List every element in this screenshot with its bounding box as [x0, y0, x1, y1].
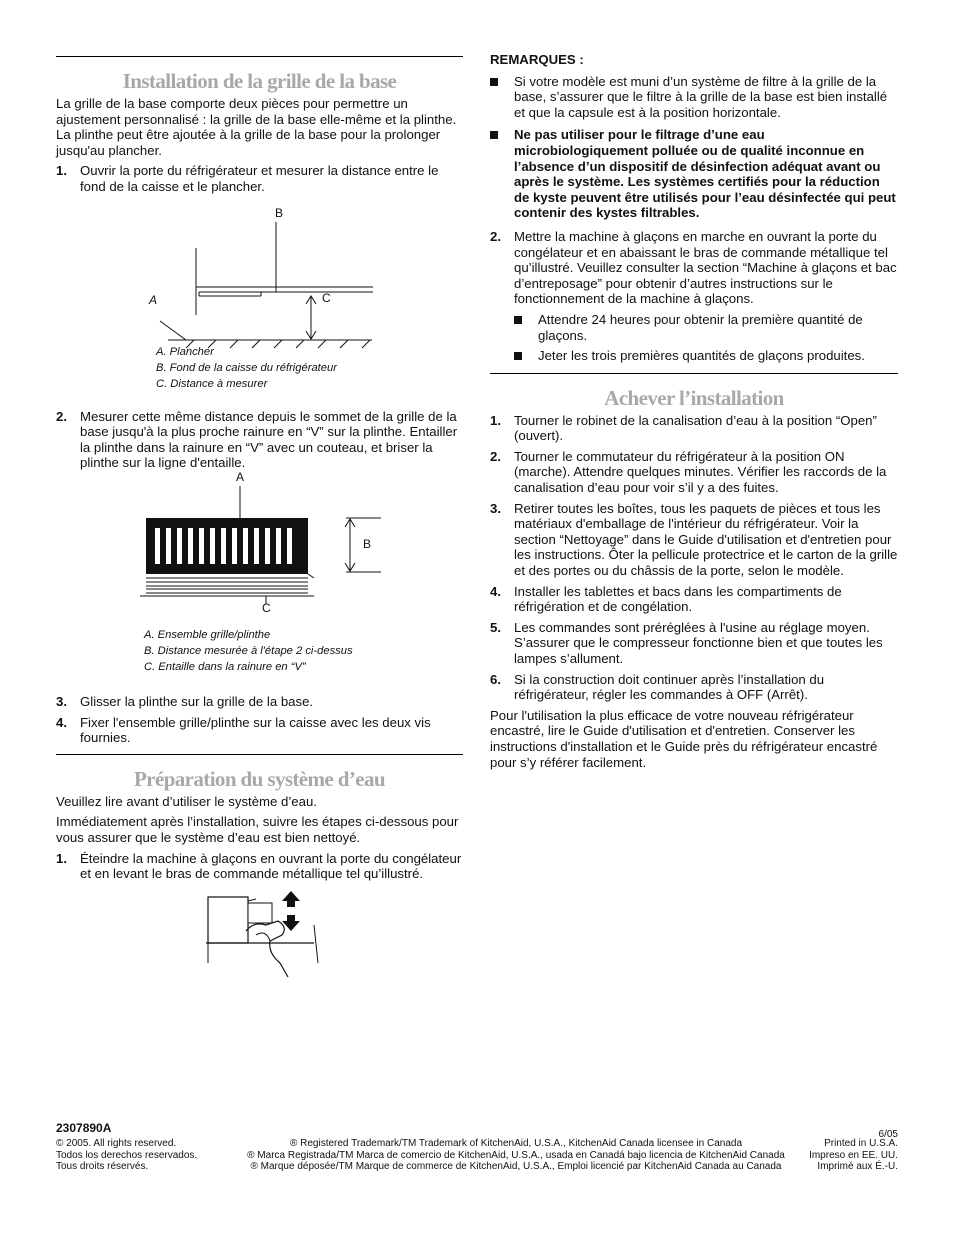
caption-a: A. Ensemble grille/plinthe	[144, 628, 271, 641]
figure-captions	[144, 627, 353, 675]
step-text: Fixer l'ensemble grille/plinthe sur la caisse avec les deux vis fournies.	[80, 714, 431, 746]
remarks-heading: REMARQUES :	[490, 52, 584, 67]
remark-bullet-filter	[490, 74, 898, 121]
footer-rights-line: Todos los derechos reservados.	[56, 1149, 198, 1161]
caption-b: B. Fond de la caisse du réfrigérateur	[156, 361, 337, 374]
complete-step-5	[490, 620, 898, 667]
sub-bullet-discard	[490, 348, 898, 364]
square-bullet-icon	[514, 352, 522, 360]
step-2	[56, 409, 463, 471]
ice-maker-illustration	[56, 891, 463, 991]
section-title-grille: Installation de la grille de la base	[122, 69, 397, 93]
complete-step-6	[490, 672, 898, 703]
step-number: 3.	[56, 693, 67, 709]
step-number: 1.	[490, 412, 501, 428]
footer-trademarks	[216, 1138, 816, 1173]
step-1	[56, 163, 463, 194]
footer-printed-line: Printed in U.S.A.	[824, 1138, 898, 1149]
bullet-text: Jeter les trois premières quantités de glaçons produites.	[538, 348, 865, 364]
square-bullet-icon	[514, 316, 522, 324]
footer-trademark-line: ® Marque déposée/TM Marque de commerce de KitchenAid, U.S.A., Emploi licencié par KitchenAid Canada au Canada	[250, 1161, 782, 1172]
section-title-water: Préparation du système d’eau	[134, 766, 385, 791]
step-4	[56, 715, 463, 746]
step-text: Mettre la machine à glaçons en marche en ouvrant la porte du congélateur et en abaissant le bras de commande métallique tel qu’illustré. Veuillez consulter la section “Machine à glaçons et bac d’entreposage” pour obtenir d’autres instructions sur le fonctionnement de la machine à glaçons.	[514, 228, 897, 307]
bullet-text: Ne pas utiliser pour le filtrage d’une eau microbiologiquement polluée ou de qualité inconnue en l’absence d’un dispositif de désinfection adéquat avant ou après le système. Les systèmes certifiés pour la réduction de kyste peuvent être utilisés pour l’eau désinfectée qui peut contenir des kystes filtrables.	[514, 127, 896, 221]
step-text: Mesurer cette même distance depuis le sommet de la grille de la base jusqu'à la plus proche rainure en “V” sur la plinthe. Entailler la plinthe dans la rainure en “V” avec un couteau, et briser la plinthe sur la ligne d'entaille.	[80, 408, 458, 471]
footer-trademark-line: ® Marca Registrada/TM Marca de comercio de KitchenAid, U.S.A., usada en Canadá bajo licencia de KitchenAid Canada	[247, 1149, 785, 1161]
section-title-complete: Achever l’installation	[604, 385, 784, 410]
section-divider	[490, 373, 898, 374]
step-text: Tourner le commutateur du réfrigérateur à la position ON (marche). Attendre quelques minutes. Vérifier les raccords de la canalisation d’eau pour voir s’il y a des fuites.	[514, 448, 887, 496]
label-b: B	[275, 205, 284, 220]
step-2-icemaker	[490, 229, 898, 307]
step-text: Si la construction doit continuer après l’installation du réfrigérateur, régler les commandes à OFF (Arrêt).	[514, 671, 825, 703]
footer-rights-line: © 2005. All rights reserved.	[56, 1138, 177, 1149]
footer-printed-line: Imprimé aux É.-U.	[817, 1161, 898, 1172]
complete-step-1	[490, 413, 898, 444]
section-divider	[56, 754, 463, 755]
step-number: 2.	[56, 408, 67, 424]
label-a: A	[236, 469, 245, 484]
footer-printed-line: Impreso en EE. UU.	[809, 1149, 898, 1161]
step-text: Glisser la plinthe sur la grille de la base.	[80, 693, 314, 709]
sub-bullet-wait	[490, 312, 898, 343]
caption-b: B. Distance mesurée à l'étape 2 ci-dessus	[144, 644, 353, 657]
step-text: Installer les tablettes et bacs dans les compartiments de réfrigération et de congélation.	[514, 583, 842, 615]
caption-a: A. Plancher	[156, 345, 214, 358]
step-3	[56, 694, 463, 710]
step-number: 4.	[490, 583, 501, 599]
label-c: C	[262, 600, 271, 615]
step-text: Les commandes sont préréglées à l'usine au réglage moyen. S’assurer que le compresseur fonctionne bien et que toutes les lampes s’allument.	[514, 619, 883, 666]
label-c: C	[322, 290, 331, 305]
square-bullet-icon	[490, 131, 498, 139]
document-code: 2307890A	[56, 1121, 112, 1135]
step-text: Retirer toutes les boîtes, tous les paquets de pièces et tous les matériaux d'emballage de l'intérieur du réfrigérateur. Voir la section “Nettoyage” dans le Guide d'utilisation et d'entretien pour les instructions. Ôter la pellicule protectrice et le carton de la grille et des portes ou du châssis de la porte, selon le modèle.	[514, 500, 898, 579]
bullet-text: Attendre 24 heures pour obtenir la première quantité de glaçons.	[538, 311, 863, 343]
paragraph-closing: Pour l'utilisation la plus efficace de votre nouveau réfrigérateur encastré, lire le Guide d'utilisation et d'entretien. Conserver les instructions d'installation et le Guide près du réfrigérateur encastré pour s’y référer facilement.	[490, 707, 878, 770]
figure-ice-maker	[56, 887, 463, 987]
left-column	[56, 52, 463, 987]
section-divider	[56, 56, 463, 57]
paragraph-read-first: Veuillez lire avant d’utiliser le système d’eau.	[56, 793, 317, 809]
footer-printed	[809, 1138, 898, 1173]
step-number: 2.	[490, 228, 501, 244]
step-number: 2.	[490, 448, 501, 464]
step-text: Ouvrir la porte du réfrigérateur et mesurer la distance entre le fond de la caisse et le plancher.	[80, 163, 439, 194]
caption-c: C. Entaille dans la rainure en “V”	[144, 660, 306, 673]
grille-plinth-diagram	[56, 476, 463, 636]
figure-floor-distance	[56, 200, 463, 405]
right-column	[490, 52, 898, 775]
step-text: Tourner le robinet de la canalisation d’eau à la position “Open” (ouvert).	[514, 412, 877, 444]
paragraph-after-install: Immédiatement après l’installation, suivre les étapes ci-dessous pour vous assurer que le système d’eau est bien nettoyé.	[56, 814, 459, 845]
label-b: B	[363, 536, 372, 551]
step-number: 3.	[490, 500, 501, 516]
complete-step-3	[490, 501, 898, 579]
step-number: 4.	[56, 714, 67, 730]
footer-rights	[56, 1138, 197, 1173]
complete-step-2	[490, 449, 898, 496]
step-text: Éteindre la machine à glaçons en ouvrant la porte du congélateur et en levant le bras de commande métallique tel qu’illustré.	[80, 850, 462, 882]
paragraph-intro: La grille de la base comporte deux pièces pour permettre un ajustement personnalisé : la grille de la base elle-même et la plinthe. La plinthe peut être ajoutée à la grille de la base pour la prolonger jusqu'au plancher.	[56, 96, 457, 158]
step-number: 6.	[490, 671, 501, 687]
footer-rights-line: Tous droits réservés.	[56, 1161, 149, 1172]
step-number: 1.	[56, 163, 67, 179]
floor-distance-diagram	[56, 200, 463, 360]
footer-trademark-line: ® Registered Trademark/TM Trademark of KitchenAid, U.S.A., KitchenAid Canada licensee in Canada	[289, 1138, 743, 1149]
complete-step-4	[490, 584, 898, 615]
bullet-text: Si votre modèle est muni d’un système de filtre à la grille de la base, s’assurer que le filtre à la grille de la base est bien installé et que la capsule est à la position horizontale.	[514, 73, 888, 120]
step-number: 5.	[490, 619, 501, 635]
remark-bullet-warning	[490, 127, 898, 221]
figure-grille-plinth	[56, 469, 463, 694]
square-bullet-icon	[490, 78, 498, 86]
label-a: A	[149, 292, 158, 307]
step-1-icemaker	[56, 851, 463, 882]
caption-c: C. Distance à mesurer	[156, 377, 268, 390]
figure-captions	[156, 344, 337, 392]
step-number: 1.	[56, 850, 67, 866]
document-date: 6/05	[878, 1129, 898, 1140]
